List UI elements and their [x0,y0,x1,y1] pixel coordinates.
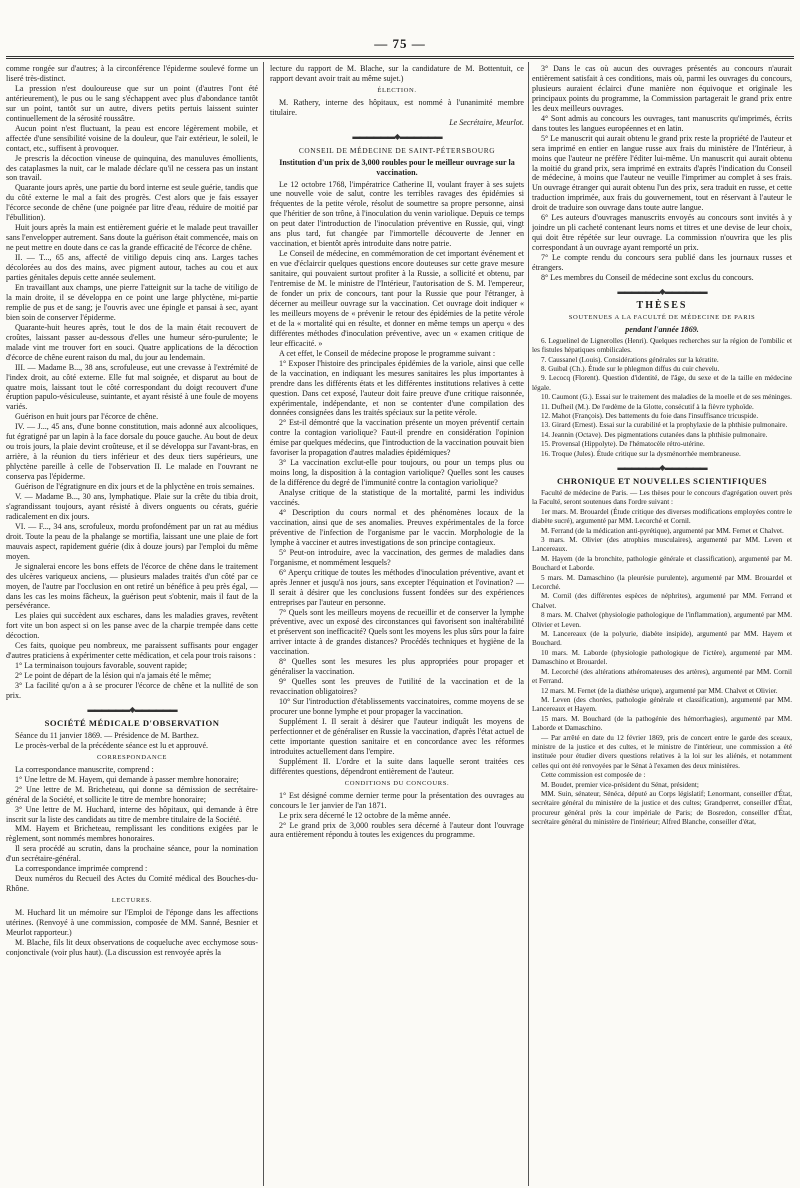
list-item: 14. Jeannin (Octave). Des pigmentations cutanées dans la phthisie pulmonaire. [541,430,768,439]
list-item: 9. Lecocq (Florent). Question d'identité, de l'âge, du sexe et de la taille en médecine légale. [532,374,792,392]
paragraph: 7° Le compte rendu du concours sera publié dans les journaux russes et étrangers. [532,253,792,273]
list-item: M. Lecorché (des altérations athéromateuses des artères), argumenté par MM. Cornil et Ferrand. [532,667,792,686]
paragraph: Il sera procédé au scrutin, dans la prochaine séance, pour la nomination d'un secrétaire-général. [6,844,258,864]
column-1 [6,64,258,1184]
paragraph: 6° Les auteurs d'ouvrages manuscrits envoyés au concours sont invités à y joindre un pli cacheté contenant leurs noms et titres et une devise de leur choix, qui doit être répétée sur leur ouvrage. La commission n'ouvrira que les plis correspondant à un ouvrage ayant remporté un prix. [532,213,792,253]
theses-subtitle: SOUTENUES A LA FACULTÉ DE MÉDECINE DE PARIS [568,313,756,321]
section-title-theses: THÈSES [636,299,688,311]
paragraph: Huit jours après la main est entièrement guérie et le malade peut travailler sans l'envelopper autrement. Sans doute la guérison était commencée, mais on ne peut mettre en doute dans ce cas la grande efficacité de l'écorce de chêne. [6,223,258,253]
list-item: 10 mars. M. Laborde (physiologie pathologique de l'ictère), argumenté par MM. Damaschino et Brouardel. [532,648,792,667]
list-item: M. Cornil (des différentes espèces de néphrites), argumenté par MM. Ferrand et Chalvet. [532,592,792,610]
paragraph: Deux numéros du Recueil des Actes du Comité médical des Bouches-du-Rhône. [6,874,258,894]
list-item: 15. Provensal (Hippolyte). De l'hématocèle rétro-utérine. [541,440,705,449]
seance-line: Séance du 11 janvier 1869. — Présidence de M. Barthez. [15,730,199,740]
paragraph: 1° Une lettre de M. Hayem, qui demande à passer membre honoraire; [15,774,239,784]
paragraph: Je signalerai encore les bons effets de l'écorce de chêne dans le traitement des ulcères variqueux anciens, — plusieurs malades traités d'un côté par ce moyen, de l'autre par l'occlusion en ont retiré un bénéfice à peu près égal, — dans les cas les moins fâcheux, la guérison peut s'obtenir, mais il faut de la persévérance. [6,561,258,611]
paragraph: Guérison en huit jours par l'écorce de chêne. [15,412,159,422]
paragraph: III. — Madame B..., 38 ans, scrofuleuse, eut une crevasse à l'extrémité de l'index droit, au côté externe. Elle fut mal soignée, et disparut au bout de quatre mois, laissant tout le côté correspondant du doigt recouvert d'une éruption papulo-vésiculeuse, suintante, et ayant résisté à une foule de moyens variés. [6,362,258,412]
paragraph: 5° Le manuscrit qui aurait obtenu le grand prix reste la propriété de l'auteur et sera imprimé en entier en langue russe aux frais du ministère de l'Intérieur, à moins que l'auteur ne préfère l'éditer lui-même. Un manuscrit qui aurait obtenu la moitié du grand prix, sera imprimé en extraits d'après l'indication du Conseil de médecine, à moins que l'auteur ne veuille l'imprimer au complet à ses frais. Un ouvrage étranger qui aurait obtenu l'un des prix, sera traduit en russe, et cette traduction imprimée, aux frais du gouvernement, tout en réservant à l'auteur le droit de traduire son ouvrage dans toute autre langue. [532,133,792,213]
paragraph: A cet effet, le Conseil de médecine propose le programme suivant : [279,348,496,358]
paragraph: Le prix sera décerné le 12 octobre de la même année. [279,810,451,820]
paragraph: Faculté de médecine de Paris. — Les thèses pour le concours d'agrégation ouvert près la Faculté, seront soutenues dans l'ordre suivant : [532,488,792,507]
article-oak-bark [6,64,258,701]
paragraph: Je prescris la décoction vineuse de quinquina, des manuluves émollients, des cataplasmes la nuit, car le malade déclare qu'il ne cessera pas un instant son travail. [6,153,258,183]
page-number: — 75 — [374,36,426,51]
paragraph: Analyse critique de la statistique de la mortalité, parmi les individus vaccinés. [270,488,524,508]
paragraph: 1° Exposer l'histoire des principales épidémies de la variole, ainsi que celle de la vaccination, en indiquant les mesures sanitaires les plus importantes à prendre dans les différents états et les différentes institutions relatives à cette question. Dans cet exposé, l'auteur doit faire preuve d'une critique raisonnée, expérimentale, indépendante, et non se contenter d'une compilation des données consignées dans les traités spéciaux sur la petite vérole. [270,358,524,418]
paragraph: 3° Une lettre de M. Huchard, interne des hôpitaux, qui demande à être inscrit sur la liste des candidats au titre de membre titulaire de la Société. [6,804,258,824]
subsection-title: CONDITIONS DU CONCOURS. [344,779,450,787]
paragraph: Quarante jours après, une partie du bord interne est seule guérie, tandis que du côté externe le mal a fait des progrès. C'est alors que je fais essayer l'écorce seconde de chêne (une poignée par litre d'eau, réduire de moitié par l'ébullition). [6,183,258,223]
paragraph: 3° Dans le cas où aucun des ouvrages présentés au concours n'aurait entièrement satisfait à ces conditions, mais où, parmi les ouvrages du concours, plusieurs auraient éclairci d'une manière non équivoque et originale les principaux points du programme, la Commission partagerait le grand prix entre les deux meilleurs ouvrages. [532,64,792,113]
paragraph: 7° Quels sont les meilleurs moyens de recueillir et de conserver la lymphe préventive, avec un exposé des circonstances qui favorisent son inaltérabilité et préservent son inefficacité? Quels sont les moyens les plus sûrs pour la faire arriver intacte à de grandes distances? Procédés techniques et hygiène de la vaccination. [270,607,524,657]
paragraph: 2° Le grand prix de 3,000 roubles sera décerné à l'auteur dont l'ouvrage aura entièrement répondu à toutes les exigences du programme. [270,820,524,840]
signature: Le Secrétaire, Meurlot. [449,117,524,127]
column-2 [270,64,524,1184]
column-divider [528,62,529,1186]
subsection-title: CORRESPONDANCE [97,753,167,761]
paragraph: Aucun point n'est fluctuant, la peau est encore légèrement mobile, et affectée d'une sensibilité voisine de la douleur, que l'air extérieur, le soleil, le contact, etc., suffisent à provoquer. [6,123,258,153]
paragraph: 2° Une lettre de M. Bricheteau, qui donne sa démission de secrétaire-général de la Société, et sollicite le titre de membre honoraire; [6,784,258,804]
theses-year: pendant l'année 1869. [625,324,699,334]
paragraph: 1° La terminaison toujours favorable, souvent rapide; [15,661,187,671]
paragraph: 2° Est-il démontré que la vaccination présente un moyen préventif certain contre la contagion variolique? Faut-il prendre en considération l'opinion émise par quelques médecins, que l'introduction de la vaccination pouvait bien favoriser la propagation d'autres maladies épidémiques? [270,418,524,458]
paragraph: 8° Les membres du Conseil de médecine sont exclus du concours. [541,273,754,283]
paragraph: Supplément II. L'ordre et la suite dans laquelle seront traitées ces différentes questions, dépendront entièrement de l'auteur. [270,756,524,776]
column-divider [263,62,264,1186]
paragraph: 3° La facilité qu'on a à se procurer l'écorce de chêne et la nullité de son prix. [6,681,258,701]
ornament-divider [6,705,258,715]
paragraph: En travaillant aux champs, une pierre l'atteignit sur la tache de vitiligo de la main droite, il se développa en ce point une large phlyctène, mi-partie remplie de pus et de sang; je l'ouvris avec une épingle et pansai à sec, ayant bien soin de conserver l'épiderme. [6,282,258,322]
paragraph: M. Huchard lit un mémoire sur l'Emploi de l'éponge dans les affections utérines. (Renvoyé à une commission, composée de MM. Sanné, Besnier et Meurlot rapporteur.) [6,908,258,938]
paragraph: M. Rathery, interne des hôpitaux, est nommé à l'unanimité membre titulaire. [270,97,524,117]
paragraph: Supplément I. Il serait à désirer que l'auteur indiquât les moyens de perfectionner et de généraliser en Russie la vaccination, d'après l'état actuel de cette importante question sanitaire et en concordance avec les réformes introduites actuellement dans l'empire. [270,717,524,756]
list-item: 5 mars. M. Damaschino (la pleurésie purulente), argumenté par MM. Brouardel et Lecorché. [532,573,792,592]
paragraph: VI. — F..., 34 ans, scrofuleux, mordu profondément par un rat au médius droit. Toute la peau de la phalange se mortifia, laissant une une plaie de fort mauvais aspect, rapidement guérie (dix à douze jours) par l'emploi du même moyen. [6,521,258,561]
ornament-divider [532,287,792,297]
list-item: 12 mars. M. Fernet (de la diathèse urique), argumenté par MM. Chalvet et Olivier. [541,686,778,695]
paragraph: 1° Est désigné comme dernier terme pour la présentation des ouvrages au concours le 1er janvier de l'an 1871. [270,790,524,810]
paragraph: Le 12 octobre 1768, l'impératrice Catherine II, voulant frayer à ses sujets une nouvelle voie de salut, contre les terribles ravages des épidémies si fréquentes de la petite vérole, résolut de soumettre sa propre personne, ainsi que l'héritier de son trône, à l'inoculation du venin variolique. Depuis ce temps on peut dater l'introduction de l'inoculation préventive en Russie, qui, vingt ans plus tard, fut changée par l'immortelle découverte de Jenner en vaccination, et bientôt après introduite dans notre patrie. [270,179,524,249]
list-item: 8 mars. M. Chalvet (physiologie pathologique de l'inflammation), argumenté par MM. Olivier et Leven. [532,611,792,629]
paragraph: 10° Sur l'introduction d'établissements vaccinatoires, comme moyens de se procurer une bonne lymphe et pour propager la vaccination. [270,697,524,717]
paragraph: MM. Hayem et Bricheteau, remplissant les conditions exigées par le règlement, sont nommés membres honoraires. [6,824,258,844]
column-3 [532,64,792,1184]
list-item: 15 mars. M. Bouchard (de la pathogénie des hémorrhagies), argumenté par MM. Laborde et Damaschino. [532,714,792,733]
paragraph: Quarante-huit heures après, tout le dos de la main était recouvert de croûtes, laissant passer au-dessous d'elles une humeur séro-purulente; le malade vint me trouver fort en souci. Quatre applications de la décoction d'écorce de chêne eurent raison du mal, du jour au lendemain. [6,322,258,362]
paragraph: La correspondance manuscrite, comprend : [15,764,154,774]
paragraph: M. Boudet, premier vice-président du Sénat, président; [541,780,699,789]
list-item: 8. Guibal (Ch.). Étude sur le phlegmon diffus du cuir chevelu. [541,365,720,373]
section-title: CONSEIL DE MÉDECINE DE SAINT-PÉTERSBOURG [298,145,496,155]
institution-title: Institution d'un prix de 3,000 roubles pour le meilleur ouvrage sur la vaccination. [279,157,515,177]
list-item: 6. Leguelinel de Lignerolles (Henri). Quelques recherches sur la région de l'ombilic et les fistules hépatiques ombilicales. [532,336,792,355]
paragraph: 8° Quelles sont les mesures les plus appropriées pour propager et généraliser la vaccination. [270,657,524,677]
paragraph: 4° Sont admis au concours les ouvrages, tant manuscrits qu'imprimés, écrits dans toutes les langues européennes et en latin. [532,113,792,133]
paragraph: MM. Suin, sénateur, Sénéca, député au Corps législatif; Lenormant, conseiller d'État, secrétaire général du ministère de la justice et des cultes; Grandperret, conseiller d'État, procureur général près la cour impériale de Paris; de Bosredon, conseiller d'État, secrétaire général du ministère de l'intérieur; Alfred Blanche, conseiller d'état, [532,789,792,827]
paragraph: La pression n'est douloureuse que sur un point (d'autres l'ont été antérieurement), le pus ou le sang s'échappent avec plus d'abondance tantôt sur un point, tantôt sur un autre, divers petits pertuis laissent suinter continuellement de la sérosité roussâtre. [6,83,258,123]
paragraph: La correspondance imprimée comprend : [15,864,148,874]
subsection-title: ÉLECTION. [377,86,417,94]
paragraph: Les plaies qui succèdent aux eschares, dans les maladies graves, revêtent fort vite un bon aspect si on les panse avec de la charpie trempée dans cette décoction. [6,611,258,641]
list-item: M. Leven (des chorées, pathologie générale et classification), argumenté par MM. Lancereaux et Hayem. [532,695,792,714]
list-item: M. Lancereaux (de la polyurie, diabète insipide), argumenté par MM. Hayem et Bouchard. [532,630,792,648]
list-item: 3 mars. M. Olivier (des atrophies musculaires), argumenté par MM. Leven et Lancereaux. [532,536,792,554]
paragraph: 2° Le point de départ de la lésion qui n'a jamais été le même; [15,671,212,681]
list-item: 13. Girard (Ernest). Essai sur la curabilité et la prophylaxie de la phthisie pulmonaire. [541,421,788,430]
list-item: 10. Caumont (G.). Essai sur le traitement des maladies de la moelle et de ses méninges. [541,393,792,402]
paragraph: IV. — J..., 45 ans, d'une bonne constitution, mais adonné aux alcooliques, fut égratigné par un lapin à la face dorsale du pouce gauche. Au bout de deux ou trois jours, la plaie devint croûteuse, et il se développa sur l'avant-bras, en arrière, à la réunion du tiers inférieur et des deux tiers supérieurs, une phlyctène pareille à celle de l'observation II. Le malade en l'ouvrant ne conserva pas l'épiderme. [6,422,258,482]
list-item: M. Ferrand (de la médication anti-pyrétique), argumenté par MM. Fernet et Chalvet. [541,526,784,535]
list-item: M. Hayem (de la bronchite, pathologie générale et classification), argumenté par M. Bouchard et Laborde. [532,554,792,573]
subsection-title: LECTURES. [111,897,153,905]
ornament-divider [270,132,524,142]
paragraph: 9° Quelles sont les preuves de l'utilité de la vaccination et de la revaccination obligatoires? [270,677,524,697]
paragraph: M. Blache, fils lit deux observations de coqueluche avec ecchymose sous-conjonctivale (voir plus haut). (La discussion est renvoyée après la [6,937,258,957]
list-item: 12. Mahot (François). Des battements du foie dans l'insuffisance tricuspide. [541,412,759,421]
paragraph: Le Conseil de médecine, en commémoration de cet important événement et en vue d'éclaircir quelques questions encore douteuses sur cette grave mesure sanitaire, qui pouvaient surtout profiter à la Russie, a sollicité et obtenu, par l'entremise de M. le ministre de l'Intérieur, l'autorisation de S. M. l'empereur, de fonder un prix de concours, tant pour la Russie que pour l'étranger, à décerner au meilleur ouvrage sur la vaccination. Cet ouvrage doit indiquer « les meilleurs moyens de « prévenir le retour des épidémies de la petite vérole et de la « mortalité qui en résulte, et donner en même temps un aperçu « des différentes méthodes d'inoculation préventive, avec un « examen critique de leur efficacité. » [270,249,524,348]
paragraph: Le procès-verbal de la précédente séance est lu et approuvé. [15,740,209,750]
paragraph: comme rongée sur d'autres; à la circonférence l'épiderme soulevé forme un liseré très-distinct. [6,64,258,83]
paragraph: 6° Aperçu critique de toutes les méthodes d'inoculation préventive, avant et après Jenner et jusqu'à nos jours, sans excepter l'équination et l'ovination? — Il serait à désirer que les conclusions fussent fondées sur des expériences entreprises par l'auteur en personne. [270,567,524,607]
paragraph: 4° Description du cours normal et des phénomènes locaux de la vaccination, ainsi que de ses anomalies. Preuves expérimentales de la force préventive de l'infection de l'organisme par le vaccin. Morphologie de la lymphe à vacciner et autres investigations de son principe contagieux. [270,507,524,547]
paragraph: II. — T..., 65 ans, affecté de vitiligo depuis cinq ans. Larges taches décolorées au dos des mains, avec pigment autour, taches au cou et aux parties génitales depuis cette année seulement. [6,253,258,283]
paragraph: Ces faits, quoique peu nombreux, me paraissent suffisants pour engager d'autres praticiens à expérimenter cette médication, et cela pour trois raisons : [6,641,258,661]
list-item: 16. Troque (Jules). Étude critique sur la dysménorrhée membraneuse. [541,449,741,458]
ornament-divider [532,463,792,473]
section-title: SOCIÉTÉ MÉDICALE D'OBSERVATION [44,717,220,728]
list-item: 11. Dufheil (M.). De l'œdème de la Glotte, consécutif à la fièvre typhoïde. [541,402,754,411]
list-item: 1er mars. M. Brouardel (Étude critique des diverses modifications employées contre le diabète sucré), argumenté par MM. Lecorché et Cornil. [532,507,792,526]
list-item: 7. Caussanel (Louis). Considérations générales sur la kératite. [541,355,719,364]
theses-list [532,337,792,459]
paragraph: V. — Madame B..., 30 ans, lymphatique. Plaie sur la crête du tibia droit, s'agrandissant toujours, ayant résisté à divers onguents ou cérats, guérie radicalement en dix jours. [6,491,258,521]
paragraph: 3° La vaccination exclut-elle pour toujours, ou pour un temps plus ou moins long, la disposition à la contagion variolique? Quelles sont les causes de la différence du degré de l'immunité contre la contagion variolique? [270,458,524,488]
paragraph: Guérison de l'égratignure en dix jours et de la phlyctène en trois semaines. [15,482,255,492]
paragraph: lecture du rapport de M. Blache, sur la candidature de M. Bottentuit, ce rapport devant avoir trait au même sujet.) [270,64,524,83]
paragraph: Cette commission est composée de : [541,771,646,780]
top-rule [6,56,794,59]
paragraph: — Par arrêté en date du 12 février 1869, pris de concert entre le garde des sceaux, ministre de la justice et des cultes, et le ministre de l'intérieur, une commission a été instituée pour étudier divers questions relatives à la loi sur les aliénés, et notamment celles qui ont été renvoyées par le Sénat à l'examen des deux ministères. [532,733,792,770]
paragraph: 5° Peut-on introduire, avec la vaccination, des germes de maladies dans l'organisme, et nommément lesquels? [270,547,524,567]
section-title-chronique: CHRONIQUE ET NOUVELLES SCIENTIFIQUES [556,476,768,487]
article-societe [6,719,258,958]
chronique-list [532,489,792,828]
